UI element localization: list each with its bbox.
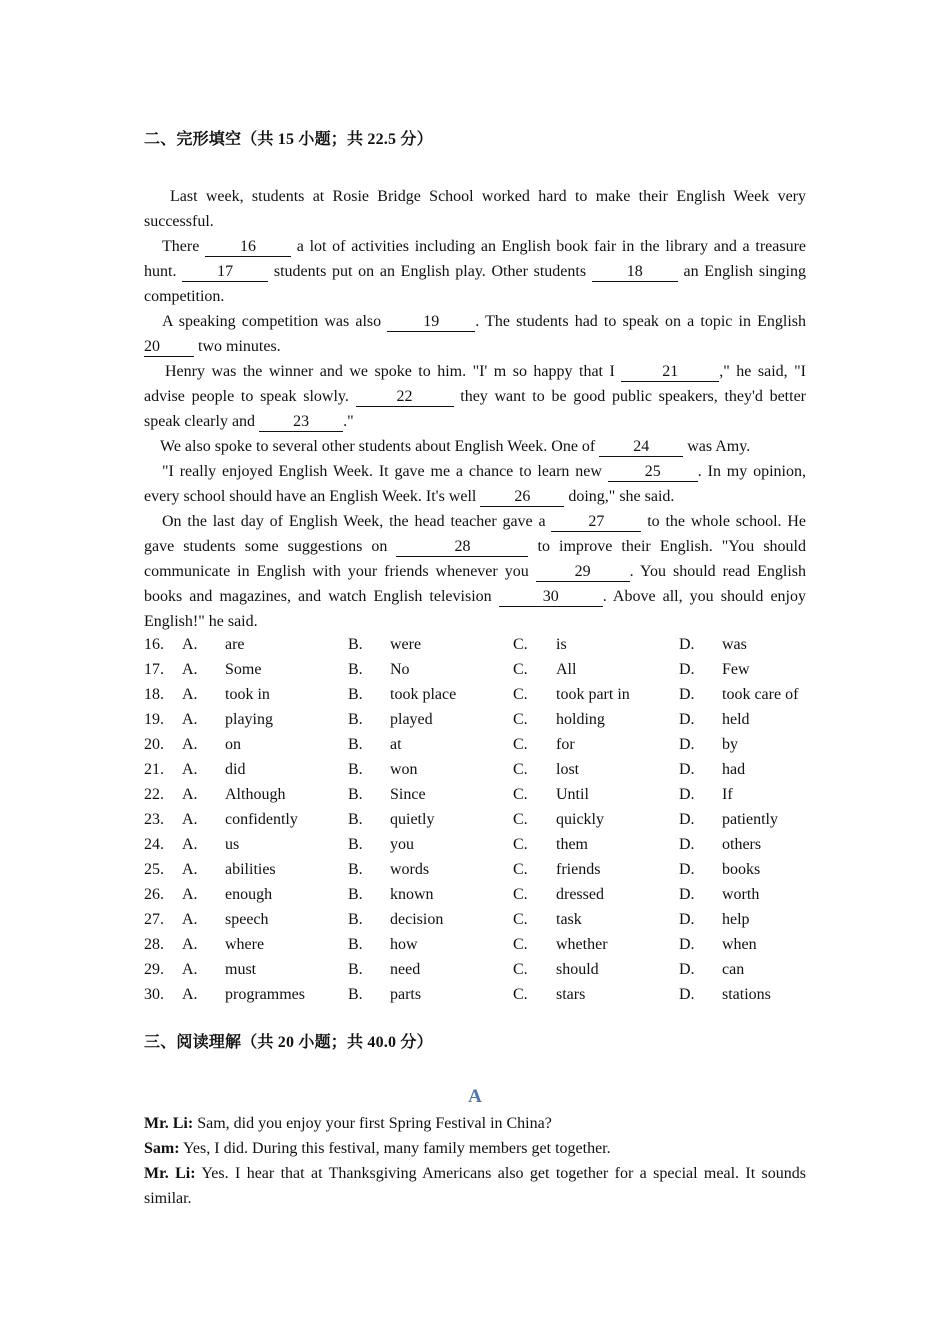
option-b: words: [390, 861, 430, 878]
option-a-letter: A.: [182, 986, 198, 1003]
passage-text: A speaking competition was also: [162, 313, 388, 330]
question-row: [144, 957, 806, 982]
speaker-name: Mr. Li:: [144, 1165, 196, 1182]
option-b-letter: B.: [348, 961, 363, 978]
option-b: took place: [390, 686, 457, 703]
option-b-letter: B.: [348, 886, 363, 903]
option-a: confidently: [225, 811, 298, 828]
option-c-letter: C.: [513, 686, 528, 703]
option-c: them: [556, 836, 588, 853]
option-c-letter: C.: [513, 861, 528, 878]
question-number: 16.: [144, 636, 164, 653]
option-a: Although: [225, 786, 286, 803]
option-a: Some: [225, 661, 262, 678]
option-d: If: [722, 786, 733, 803]
option-d: had: [722, 761, 746, 778]
option-b: need: [390, 961, 421, 978]
option-d: worth: [722, 886, 760, 903]
option-b: at: [390, 736, 402, 753]
option-c-letter: C.: [513, 636, 528, 653]
option-d-letter: D.: [679, 786, 695, 803]
option-a: took in: [225, 686, 270, 703]
option-b: how: [390, 936, 418, 953]
passage-text: . The students had to speak on a topic in English: [475, 313, 807, 330]
passage-text: to improve their English. "You should communicate in English with your friends whenever you: [144, 538, 807, 580]
option-a: on: [225, 736, 241, 753]
option-d-letter: D.: [679, 711, 695, 728]
option-c-letter: C.: [513, 886, 528, 903]
option-b: known: [390, 886, 434, 903]
option-d-letter: D.: [679, 736, 695, 753]
blank-23: 23: [259, 413, 343, 432]
passage-paragraph: [144, 234, 806, 309]
option-a: speech: [225, 911, 269, 928]
option-c-letter: C.: [513, 936, 528, 953]
option-d-letter: D.: [679, 636, 695, 653]
dialog-line: [144, 1161, 806, 1211]
question-number: 21.: [144, 761, 164, 778]
option-c: friends: [556, 861, 601, 878]
option-d-letter: D.: [679, 986, 695, 1003]
option-c-letter: C.: [513, 761, 528, 778]
passage-text: a lot of activities including an English book fair in the library and a treasure hunt.: [144, 238, 806, 280]
option-a: did: [225, 761, 246, 778]
option-d: help: [722, 911, 750, 928]
dialog-text: Yes, I did. During this festival, many family members get together.: [179, 1140, 611, 1157]
option-c: should: [556, 961, 599, 978]
option-a-letter: A.: [182, 911, 198, 928]
blank-19: 19: [387, 313, 475, 332]
blank-21: 21: [621, 363, 719, 382]
passage-text: "I really enjoyed English Week. It gave me a chance to learn new: [162, 463, 608, 480]
option-b-letter: B.: [348, 736, 363, 753]
passage-text: On the last day of English Week, the head teacher gave a: [162, 513, 552, 530]
option-d-letter: D.: [679, 886, 695, 903]
question-row: [144, 807, 806, 832]
question-row: [144, 707, 806, 732]
blank-24: 24: [599, 438, 683, 457]
option-b-letter: B.: [348, 911, 363, 928]
question-number: 24.: [144, 836, 164, 853]
blank-30: 30: [499, 588, 603, 607]
passage-text: two minutes.: [194, 338, 281, 355]
question-number: 23.: [144, 811, 164, 828]
question-number: 29.: [144, 961, 164, 978]
option-c: All: [556, 661, 577, 678]
option-a: are: [225, 636, 245, 653]
option-c-letter: C.: [513, 711, 528, 728]
passage-text: . You should read English books and magazines, and watch English television: [144, 563, 806, 605]
question-row: [144, 857, 806, 882]
option-d: Few: [722, 661, 750, 678]
option-b-letter: B.: [348, 811, 363, 828]
option-a-letter: A.: [182, 661, 198, 678]
option-a-letter: A.: [182, 961, 198, 978]
option-d-letter: D.: [679, 811, 695, 828]
dialog-text: Sam, did you enjoy your first Spring Festival in China?: [193, 1115, 552, 1132]
passage-paragraph: [144, 184, 806, 234]
question-row: [144, 932, 806, 957]
option-d: when: [722, 936, 757, 953]
option-b-letter: B.: [348, 786, 363, 803]
blank-27: 27: [551, 513, 641, 532]
option-b: were: [390, 636, 422, 653]
dialog-text: Yes. I hear that at Thanksgiving Americans also get together for a special meal. It sounds similar.: [144, 1165, 807, 1207]
option-a-letter: A.: [182, 686, 198, 703]
option-c: task: [556, 911, 582, 928]
option-c: lost: [556, 761, 580, 778]
option-b: No: [390, 661, 410, 678]
option-d: others: [722, 836, 762, 853]
option-d-letter: D.: [679, 911, 695, 928]
option-a: enough: [225, 886, 273, 903]
passage-paragraph: [144, 459, 806, 509]
option-d: books: [722, 861, 761, 878]
option-b-letter: B.: [348, 836, 363, 853]
option-d-letter: D.: [679, 936, 695, 953]
question-number: 19.: [144, 711, 164, 728]
dialog: [144, 1111, 806, 1211]
dialog-line: [144, 1136, 806, 1161]
option-a: where: [225, 936, 265, 953]
passage-text: We also spoke to several other students about English Week. One of: [160, 438, 600, 455]
option-b: played: [390, 711, 433, 728]
blank-16: 16: [205, 238, 291, 257]
option-d: can: [722, 961, 745, 978]
blank-26: 26: [480, 488, 564, 507]
option-b-letter: B.: [348, 661, 363, 678]
option-d: took care of: [722, 686, 799, 703]
option-c-letter: C.: [513, 661, 528, 678]
blank-25: 25: [608, 463, 698, 482]
option-d-letter: D.: [679, 861, 695, 878]
option-c-letter: C.: [513, 986, 528, 1003]
question-number: 18.: [144, 686, 164, 703]
passage-text: . In my opinion, every school should have an English Week. It's well: [144, 463, 806, 505]
option-d: patiently: [722, 811, 778, 828]
option-c: stars: [556, 986, 586, 1003]
question-row: [144, 632, 806, 657]
option-a-letter: A.: [182, 936, 198, 953]
passage-text: Last week, students at Rosie Bridge School worked hard to make their English Week very successful.: [144, 188, 806, 230]
passage-text: to the whole school. He gave students some suggestions on: [144, 513, 807, 555]
speaker-name: Sam:: [144, 1140, 180, 1157]
option-b-letter: B.: [348, 686, 363, 703]
passage-text: There: [162, 238, 206, 255]
option-d-letter: D.: [679, 686, 695, 703]
option-c-letter: C.: [513, 911, 528, 928]
option-d-letter: D.: [679, 661, 695, 678]
question-row: [144, 657, 806, 682]
passage-paragraph: [144, 509, 806, 634]
option-a: us: [225, 836, 240, 853]
option-b-letter: B.: [348, 711, 363, 728]
option-b: quietly: [390, 811, 435, 828]
option-c-letter: C.: [513, 836, 528, 853]
option-b-letter: B.: [348, 761, 363, 778]
question-number: 28.: [144, 936, 164, 953]
option-d-letter: D.: [679, 836, 695, 853]
passage-label: A: [468, 1086, 482, 1107]
passage-text: .": [343, 413, 354, 430]
option-c-letter: C.: [513, 786, 528, 803]
option-d-letter: D.: [679, 961, 695, 978]
dialog-line: [144, 1111, 806, 1136]
question-number: 20.: [144, 736, 164, 753]
passage-text: Henry was the winner and we spoke to him. "I' m so happy that I: [165, 363, 622, 380]
passage-text: students put on an English play. Other students: [268, 263, 592, 280]
option-c: whether: [556, 936, 608, 953]
option-b: parts: [390, 986, 422, 1003]
option-c: is: [556, 636, 567, 653]
passage-paragraph: [144, 434, 806, 459]
question-row: [144, 882, 806, 907]
option-a: abilities: [225, 861, 276, 878]
option-a: programmes: [225, 986, 305, 1003]
blank-29: 29: [536, 563, 630, 582]
option-b: decision: [390, 911, 444, 928]
question-row: [144, 907, 806, 932]
option-a-letter: A.: [182, 761, 198, 778]
speaker-name: Mr. Li:: [144, 1115, 194, 1132]
option-c: took part in: [556, 686, 630, 703]
blank-22: 22: [356, 388, 454, 407]
section-2-heading: 二、完形填空（共 15 小题；共 22.5 分）: [144, 131, 433, 148]
passage-paragraph: [144, 359, 806, 434]
option-d: was: [722, 636, 747, 653]
option-a-letter: A.: [182, 811, 198, 828]
option-a: playing: [225, 711, 273, 728]
option-a: must: [225, 961, 257, 978]
option-a-letter: A.: [182, 861, 198, 878]
question-number: 17.: [144, 661, 164, 678]
passage-text: . Above all, you should enjoy English!" he said.: [144, 588, 806, 630]
option-c: Until: [556, 786, 589, 803]
option-d-letter: D.: [679, 761, 695, 778]
section-3-heading: 三、阅读理解（共 20 小题；共 40.0 分）: [144, 1034, 433, 1051]
option-d: held: [722, 711, 750, 728]
passage-text: an English singing competition.: [144, 263, 807, 305]
option-c: for: [556, 736, 575, 753]
option-a-letter: A.: [182, 886, 198, 903]
question-row: [144, 732, 806, 757]
passage-text: was Amy.: [683, 438, 751, 455]
option-b: won: [390, 761, 418, 778]
option-c-letter: C.: [513, 961, 528, 978]
blank-17: 17: [182, 263, 268, 282]
option-b-letter: B.: [348, 861, 363, 878]
blank-28: 28: [396, 538, 528, 557]
question-row: [144, 982, 806, 1007]
option-b: you: [390, 836, 414, 853]
passage-text: ," he said, "I advise people to speak slowly.: [144, 363, 807, 405]
option-c-letter: C.: [513, 811, 528, 828]
option-a-letter: A.: [182, 711, 198, 728]
option-b-letter: B.: [348, 936, 363, 953]
passage-text: doing," she said.: [564, 488, 675, 505]
option-c-letter: C.: [513, 736, 528, 753]
question-number: 25.: [144, 861, 164, 878]
question-row: [144, 682, 806, 707]
option-b: Since: [390, 786, 426, 803]
options-list: [144, 632, 806, 1007]
option-a-letter: A.: [182, 836, 198, 853]
question-row: [144, 832, 806, 857]
option-a-letter: A.: [182, 786, 198, 803]
passage-paragraph: [144, 309, 806, 359]
option-d: by: [722, 736, 738, 753]
question-number: 27.: [144, 911, 164, 928]
option-d: stations: [722, 986, 771, 1003]
option-c: dressed: [556, 886, 604, 903]
option-c: quickly: [556, 811, 604, 828]
question-number: 26.: [144, 886, 164, 903]
question-row: [144, 782, 806, 807]
option-c: holding: [556, 711, 605, 728]
option-b-letter: B.: [348, 636, 363, 653]
blank-20: 20: [144, 338, 194, 357]
question-number: 30.: [144, 986, 164, 1003]
cloze-passage: [144, 184, 806, 634]
blank-18: 18: [592, 263, 678, 282]
option-a-letter: A.: [182, 636, 198, 653]
question-row: [144, 757, 806, 782]
option-b-letter: B.: [348, 986, 363, 1003]
passage-text: they want to be good public speakers, they'd better speak clearly and: [144, 388, 806, 430]
option-a-letter: A.: [182, 736, 198, 753]
question-number: 22.: [144, 786, 164, 803]
